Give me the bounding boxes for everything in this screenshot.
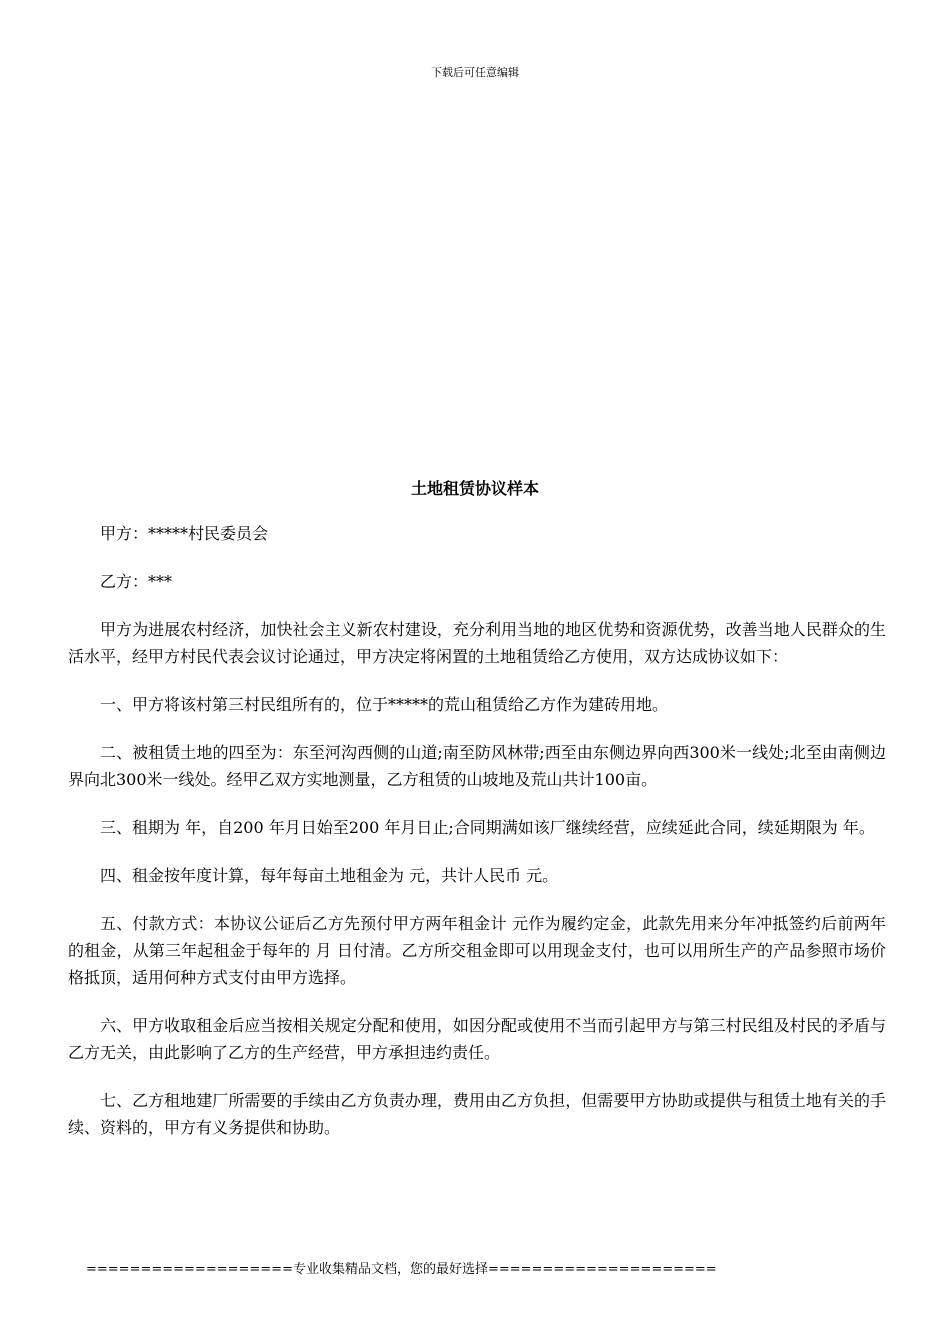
clause-3: 三、租期为 年，自200 年月日始至200 年月日止;合同期满如该厂继续经营，应续延此合同，续延期限为 年。: [100, 818, 875, 837]
page-footer: ===================专业收集精品文档，您的最好选择=====================: [86, 1262, 717, 1277]
clause-2: 二、被租赁土地的四至为：东至河沟西侧的山道;南至防风林带;西至由东侧边界向西300米一线处;北至由南侧边界向北300米一线处。经甲乙双方实地测量，乙方租赁的山坡地及荒山共计100亩。: [68, 743, 886, 789]
clause-6: 六、甲方收取租金后应当按相关规定分配和使用，如因分配或使用不当而引起甲方与第三村民组及村民的矛盾与乙方无关，由此影响了乙方的生产经营，甲方承担违约责任。: [68, 1016, 886, 1062]
clause-1: 一、甲方将该村第三村民组所有的，位于*****的荒山租赁给乙方作为建砖用地。: [100, 695, 669, 714]
party-a-line: 甲方：*****村民委员会: [100, 524, 269, 543]
document-body: [68, 520, 886, 1162]
header-note: 下载后可任意编辑: [431, 66, 519, 79]
preamble-paragraph: 甲方为进展农村经济，加快社会主义新农村建设，充分利用当地的地区优势和资源优势，改善当地人民群众的生活水平，经甲方村民代表会议讨论通过，甲方决定将闲置的土地租赁给乙方使用，双方达成协议如下：: [68, 620, 886, 666]
clause-7: 七、乙方租地建厂所需要的手续由乙方负责办理，费用由乙方负担，但需要甲方协助或提供与租赁土地有关的手续、资料的，甲方有义务提供和协助。: [68, 1091, 886, 1137]
document-title: 土地租赁协议样本: [410, 479, 539, 498]
clause-4: 四、租金按年度计算，每年每亩土地租金为 元，共计人民币 元。: [100, 866, 559, 885]
page-header: [0, 66, 950, 80]
clause-5: 五、付款方式：本协议公证后乙方先预付甲方两年租金计 元作为履约定金，此款先用来分年冲抵签约后前两年的租金，从第三年起租金于每年的 月 日付清。乙方所交租金即可以用现金支付，也可以用所生产的产品参照市场价格抵顶，适用何种方式支付由甲方选择。: [68, 914, 886, 987]
party-b-line: 乙方：***: [100, 572, 173, 591]
